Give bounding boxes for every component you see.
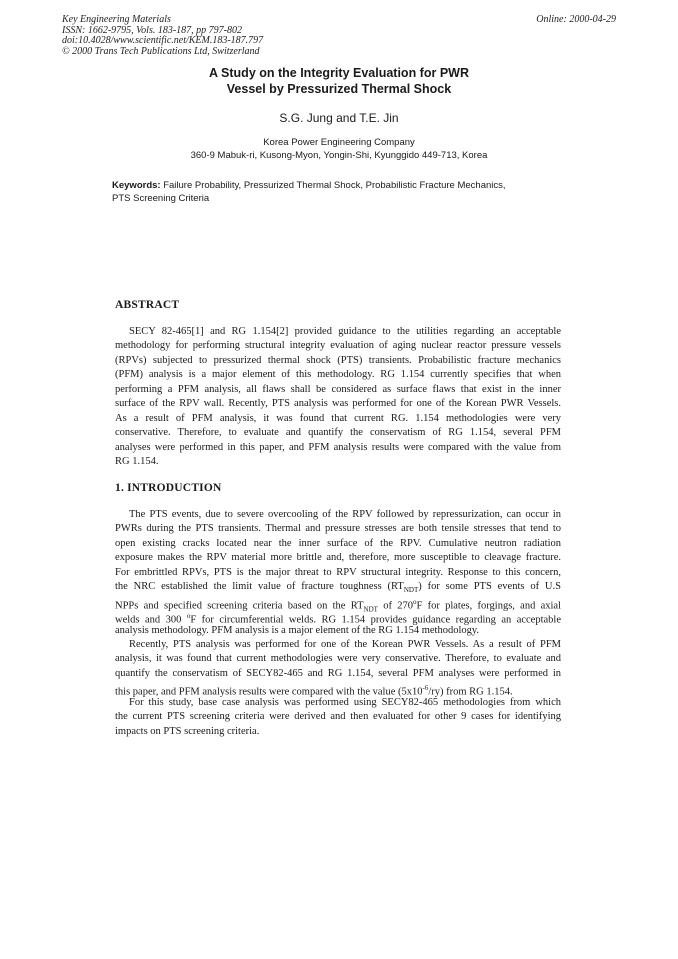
intro-text: of 270 bbox=[377, 600, 413, 612]
intro-line: analysis, it was found that current methodologies were very conservative. Therefore, to evaluate and bbox=[115, 653, 561, 665]
intro-text: NPPs and specified screening criteria based on the RT bbox=[115, 600, 364, 612]
intro-line: For embrittled RPVs, PTS is the major threat to RPV structural integrity. Response to this concern, bbox=[115, 566, 561, 578]
affiliation-company: Korea Power Engineering Company bbox=[263, 137, 415, 148]
abstract-line: RG 1.154. bbox=[115, 455, 159, 467]
subscript-ndt: NDT bbox=[403, 586, 419, 595]
intro-line bbox=[115, 681, 561, 698]
copyright-line: © 2000 Trans Tech Publications Ltd, Switzerland bbox=[62, 45, 260, 57]
intro-line: the current PTS screening criteria were derived and then evaluated for other 9 cases for identifying bbox=[115, 711, 561, 723]
keywords bbox=[112, 180, 572, 205]
intro-line: PWRs during the PTS transients. Thermal and pressure stresses are both tensile stresses that tend to bbox=[115, 523, 561, 535]
keywords-label: Keywords: bbox=[112, 180, 161, 191]
journal-name: Key Engineering Materials bbox=[62, 14, 171, 25]
intro-text: the NRC established the limit value of fracture toughness (RT bbox=[115, 581, 404, 593]
doi-line: doi:10.4028/www.scientific.net/KEM.183-187.797 bbox=[62, 35, 264, 46]
intro-line: analysis methodology. PFM analysis is a major element of the RG 1.154 methodology. bbox=[115, 624, 480, 636]
abstract-line: (PFM) analysis is a major element of this methodology. RG 1.154 currently specifies that when bbox=[115, 369, 561, 381]
abstract-heading: ABSTRACT bbox=[115, 299, 180, 311]
affiliation-address: 360-9 Mabuk-ri, Kusong-Myon, Yongin-Shi, Kyunggido 449-713, Korea bbox=[190, 150, 488, 161]
exponent-sup: -6 bbox=[422, 684, 429, 693]
intro-line: open existing cracks located near the inner surface of the RPV. Cumulative neutron radiation bbox=[115, 537, 561, 549]
intro-line bbox=[115, 580, 561, 594]
intro-line bbox=[115, 609, 561, 626]
intro-text: /ry) from RG 1.154. bbox=[428, 686, 513, 698]
abstract-line: conservative. Therefore, to evaluate and quantify the conservatism of RG 1.154, several PFM bbox=[115, 427, 561, 439]
intro-line: The PTS events, due to severe overcooling of the RPV followed by repressurization, can occur in bbox=[129, 509, 561, 520]
authors: S.G. Jung and T.E. Jin bbox=[279, 111, 399, 125]
affiliation bbox=[0, 136, 678, 162]
subscript-ndt: NDT bbox=[363, 605, 378, 614]
abstract-line: analyses were performed in this paper, and PFM analysis results were compared with the value from bbox=[115, 441, 561, 453]
abstract-line: (RPVs) subjected to pressurized thermal shock (PTS) transients. Probabilistic fracture mechanics bbox=[115, 354, 561, 366]
intro-line: quantify the conservatism of SECY82-465 and RG 1.154, several PFM analyses were performed in bbox=[115, 667, 561, 679]
abstract-line: As a result of PFM analysis, it was found that current RG. 1.154 methodologies were very bbox=[115, 412, 561, 424]
issn-line: ISSN: 1662-9795, Vols. 183-187, pp 797-802 bbox=[62, 24, 242, 36]
intro-line: Recently, PTS analysis was performed for one of the Korean PWR Vessels. As a result of PFM bbox=[129, 638, 561, 650]
intro-text: ) for some PTS events of U.S bbox=[418, 581, 561, 593]
abstract-line: SECY 82-465[1] and RG 1.154[2] provided guidance to the utilities regarding an acceptable bbox=[129, 326, 561, 337]
intro-line bbox=[115, 595, 562, 614]
intro-text: F for circumferential welds. RG 1.154 provides guidance regarding an acceptable bbox=[190, 614, 561, 626]
journal-header bbox=[62, 15, 382, 57]
keywords-line-2: PTS Screening Criteria bbox=[112, 192, 210, 204]
title-line-2: Vessel by Pressurized Thermal Shock bbox=[226, 81, 452, 96]
abstract-body bbox=[115, 325, 561, 469]
intro-text: welds and 300 bbox=[115, 614, 187, 626]
introduction-body bbox=[115, 508, 561, 739]
intro-text: F for plates, forgings, and axial bbox=[416, 600, 562, 612]
title-line-1: A Study on the Integrity Evaluation for PWR bbox=[209, 66, 469, 80]
abstract-line: methodology for performing structural integrity evaluation of aging nuclear reactor pressure vessels bbox=[115, 340, 561, 352]
intro-line: impacts on PTS screening criteria. bbox=[115, 725, 260, 737]
abstract-line: surface of the RPV wall. Recently, PTS analysis was performed for one of the Korean PWR Vessels. bbox=[115, 398, 561, 410]
intro-line: For this study, base case analysis was performed using SECY82-465 methodologies from which bbox=[129, 696, 561, 708]
degree-sup: o bbox=[186, 612, 191, 621]
intro-text: this paper, and PFM analysis results were compared with the value (5x10 bbox=[115, 686, 423, 698]
paper-title bbox=[0, 66, 678, 97]
online-date: Online: 2000-04-29 bbox=[536, 14, 616, 25]
keywords-line-1: Failure Probability, Pressurized Thermal Shock, Probabilistic Fracture Mechanics, bbox=[160, 180, 506, 191]
intro-line: exposure makes the RPV material more brittle and, therefore, more susceptible to cleavage fracture. bbox=[115, 552, 561, 564]
abstract-line: performing a PFM analysis, all flaws shall be considered as surface flaws that exist in the inner bbox=[115, 383, 561, 395]
degree-sup: o bbox=[412, 597, 417, 606]
introduction-heading: 1. INTRODUCTION bbox=[115, 482, 222, 494]
